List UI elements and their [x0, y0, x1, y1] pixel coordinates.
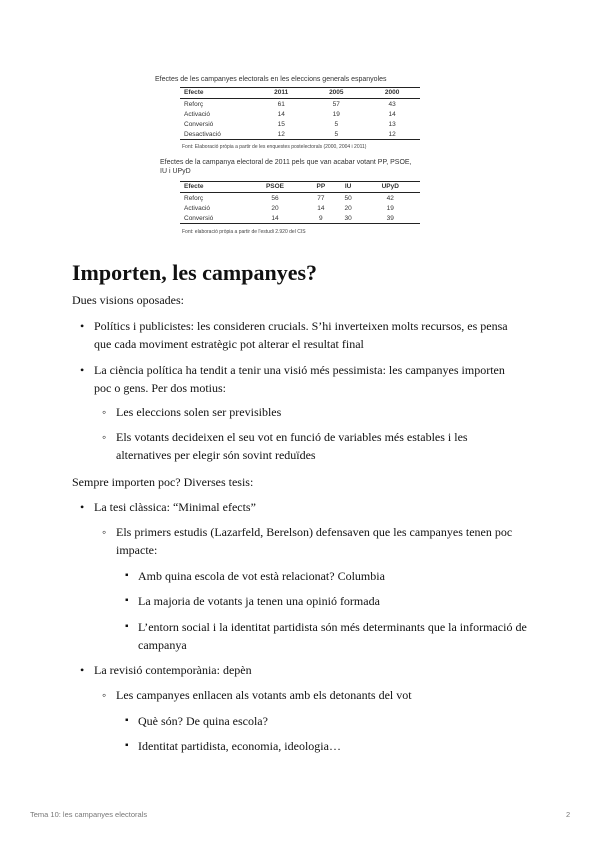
table2-caption [160, 158, 412, 176]
table2-header: PSOE [244, 182, 306, 193]
table1-header: 2005 [308, 88, 364, 99]
list-item-line: ◦ Els primers estudis (Lazarfeld, Berelson) defensaven que les campanyes tenen poc [116, 525, 513, 539]
table-cell: 77 [317, 194, 325, 202]
sub-sub-list [138, 737, 538, 755]
table1-caption: Efectes de les campanyes electorals en les eleccions generals espanyoles [155, 76, 387, 83]
table1-source: Font: Elaboració pròpia a partir de les enquestes postelectorals (2000, 2004 i 2011) [182, 144, 367, 150]
list-item: ▪ Amb quina escola de vot està relacionat? Columbia [138, 567, 538, 585]
list-item-line: poc o gens. Per dos motius: [94, 381, 226, 395]
table-cell: 12 [254, 129, 308, 140]
table-cell: 19 [332, 110, 340, 118]
table-cell: 15 [277, 120, 285, 128]
table-cell: 14 [317, 204, 325, 212]
table-cell: 14 [244, 213, 306, 224]
table-cell: Activació [184, 110, 211, 118]
bullet-list [94, 661, 534, 679]
table1-header: Efecte [180, 88, 254, 99]
table-cell: Desactivació [180, 129, 254, 140]
table-row [180, 109, 420, 119]
table2 [180, 181, 420, 224]
table2-caption-line: Efectes de la campanya electoral de 2011 pels que van acabar votant PP, PSOE, [160, 159, 412, 166]
table2-header: IU [336, 182, 361, 193]
table-row [180, 203, 420, 213]
table-cell: 20 [271, 204, 279, 212]
bullet-list [94, 498, 534, 516]
footer-title: Tema 10: les campanyes electorals [30, 810, 148, 819]
table1-header: 2000 [364, 88, 420, 99]
table-cell: Reforç [184, 100, 204, 108]
list-item: • La revisió contemporània: depèn [94, 661, 534, 679]
sub-list [116, 686, 536, 704]
table-row [180, 213, 420, 224]
table-cell: Conversió [184, 120, 214, 128]
list-item-line: que cada moviment estratègic pot alterar el resultat final [94, 337, 364, 351]
sub-list [116, 523, 536, 559]
sub-sub-list [138, 592, 538, 610]
table-cell: 50 [344, 194, 352, 202]
table-cell: 19 [386, 204, 394, 212]
list-item-line: ◦ Els votants decideixen el seu vot en funció de variables més estables i les [116, 430, 468, 444]
table-cell: 57 [332, 100, 340, 108]
table2-header: Efecte [180, 182, 244, 193]
table-cell: 5 [308, 129, 364, 140]
list-item [138, 618, 538, 654]
table-row [180, 193, 420, 204]
list-item [116, 428, 536, 464]
table-cell: 42 [386, 194, 394, 202]
table-cell: 61 [277, 100, 285, 108]
sub-list [116, 403, 536, 421]
table-cell: 14 [388, 110, 396, 118]
list-item-line: campanya [138, 638, 187, 652]
table-cell: 12 [364, 129, 420, 140]
list-item-line: impacte: [116, 543, 158, 557]
table-cell: Activació [184, 204, 211, 212]
table-cell: 56 [271, 194, 279, 202]
table-row [180, 119, 420, 129]
list-item: ▪ Identitat partidista, economia, ideologia… [138, 737, 538, 755]
table-cell: 14 [277, 110, 285, 118]
sub-list [116, 428, 536, 464]
page-number: 2 [566, 810, 571, 819]
table-row [180, 99, 420, 110]
list-item: ◦ Les eleccions solen ser previsibles [116, 403, 536, 421]
table-cell: Reforç [184, 194, 204, 202]
table2-header: PP [306, 182, 336, 193]
table-cell: 13 [388, 120, 396, 128]
intro-text: Sempre importen poc? Diverses tesis: [72, 475, 254, 489]
sub-sub-list [138, 712, 538, 730]
list-item-line: • Polítics i publicistes: les consideren crucials. S’hi inverteixen molts recursos, es pensa [94, 319, 508, 333]
table-cell: 39 [361, 213, 421, 224]
list-item: • La tesi clàssica: “Minimal efects” [94, 498, 534, 516]
page-title: Importen, les campanyes? [72, 260, 318, 285]
table-cell: 30 [336, 213, 361, 224]
list-item: ◦ Les campanyes enllacen als votants amb els detonants del vot [116, 686, 536, 704]
sub-sub-list [138, 618, 538, 654]
list-item [94, 361, 534, 397]
table2-header: UPyD [361, 182, 421, 193]
table-cell: 43 [388, 100, 396, 108]
list-item-line: alternatives per elegir són sovint reduïdes [116, 448, 316, 462]
table1 [180, 87, 420, 140]
table-cell: 9 [306, 213, 336, 224]
sub-sub-list [138, 567, 538, 585]
table-cell: Conversió [180, 213, 244, 224]
list-item: ▪ La majoria de votants ja tenen una opinió formada [138, 592, 538, 610]
table-cell: 5 [334, 120, 339, 128]
table-cell: 20 [344, 204, 352, 212]
bullet-list [94, 361, 534, 397]
bullet-list [94, 317, 534, 353]
intro-text: Dues visions oposades: [72, 293, 184, 307]
table1-header: 2011 [254, 88, 308, 99]
list-item-line: • La ciència política ha tendit a tenir una visió més pessimista: les campanyes importen [94, 363, 505, 377]
table-row [180, 129, 420, 140]
list-item: ▪ Què són? De quina escola? [138, 712, 538, 730]
list-item [116, 523, 536, 559]
table2-caption-line: IU i UPyD [160, 168, 191, 175]
list-item-line: ▪ L’entorn social i la identitat partidista són més determinants que la informació de [138, 620, 527, 634]
list-item [94, 317, 534, 353]
table2-source: Font: elaboració pròpia a partir de l'estudi 2.920 del CIS [182, 229, 306, 235]
